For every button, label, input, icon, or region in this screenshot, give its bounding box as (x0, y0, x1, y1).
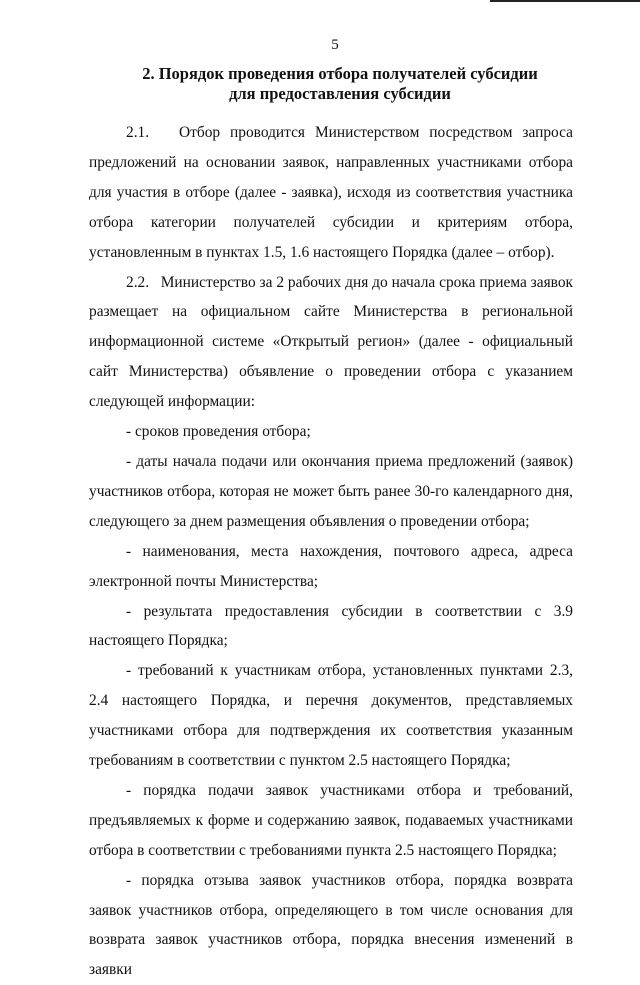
list-item-terms: - сроков проведения отбора; (126, 423, 311, 441)
section-heading-line-2: для предоставления субсидии (229, 84, 451, 103)
section-heading (90, 64, 590, 104)
top-edge-rule (490, 0, 640, 2)
list-item-requirements: - требований к участникам отбора, установленных пунктами 2.3, 2.4 настоящего Порядка, и перечня документов, представляемых участниками отбора для подтверждения их соответствия указанным требованиям в соответствии с пунктом 2.5 настоящего Порядка; (89, 662, 573, 770)
list-item-result: - результата предоставления субсидии в соответствии с 3.9 настоящего Порядка; (89, 602, 573, 650)
list-item-withdrawal-order: - порядка отзыва заявок участников отбора, порядка возврата заявок участников отбора, определяющего в том числе основания для возврата заявок участников отбора, порядка внесения изменений в заявки (89, 871, 573, 979)
list-item-dates: - даты начала подачи или окончания приема предложений (заявок) участников отбора, которая не может быть ранее 30-го календарного дня, следующего за днем размещения объявления о проведении отбора; (89, 452, 573, 530)
list-item-submission-order: - порядка подачи заявок участниками отбора и требований, предъявляемых к форме и содержанию заявок, подаваемых участниками отбора в соответствии с требованиями пункта 2.5 настоящего Порядка; (89, 781, 573, 859)
paragraph-2-1: 2.1. Отбор проводится Министерством посредством запроса предложений на основании заявок, направленных участниками отбора для участия в отборе (далее - заявка), исходя из соответствия участника отбора категории получателей субсидии и критериям отбора, установленным в пунктах 1.5, 1.6 настоящего Порядка (далее – отбор). (89, 124, 573, 261)
document-body (89, 118, 573, 985)
page-number: 5 (331, 37, 339, 53)
paragraph-2-2: 2.2. Министерство за 2 рабочих дня до начала срока приема заявок размещает на официальном сайте Министерства в региональной информационной системе «Открытый регион» (далее - официальный сайт Министерства) объявление о проведении отбора с указанием следующей информации: (89, 273, 573, 411)
section-heading-line-1: 2. Порядок проведения отбора получателей субсидии (142, 64, 538, 83)
list-item-ministry-contacts: - наименования, места нахождения, почтового адреса, адреса электронной почты Министерства; (89, 542, 573, 590)
